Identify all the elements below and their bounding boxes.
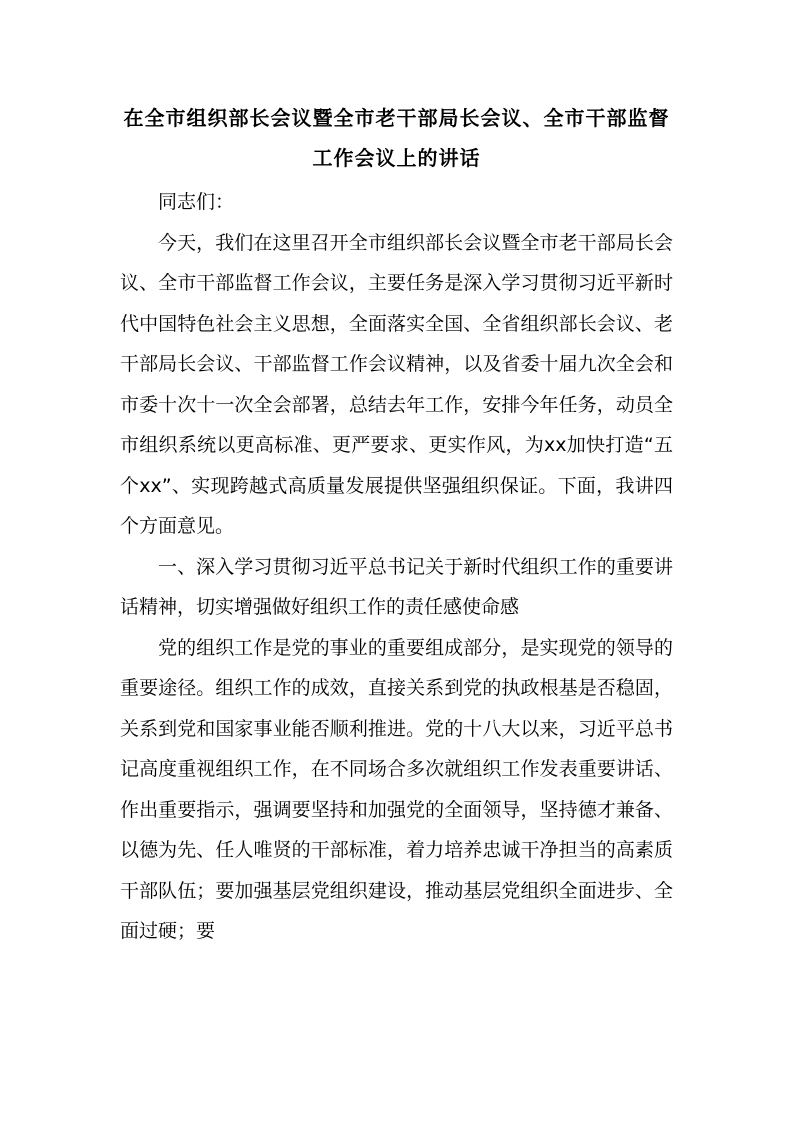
document-title-line2: 工作会议上的讲话 [312, 146, 481, 170]
paragraph-section-1: 党的组织工作是党的事业的重要组成部分，是实现党的领导的重要途径。组织工作的成效，直接关系到党的执政根基是否稳固，关系到党和国家事业能否顺利推进。党的十八大以来，习近平总书记高度重视组织工作，在不同场合多次就组织工作发表重要讲话、作出重要指示，强调要坚持和加强党的全面领导，坚持德才兼备、以德为先、任人唯贤的干部标准，着力培养忠诚干净担当的高素质干部队伍；要加强基层党组织建设，推动基层党组织全面进步、全面过硬；要 [120, 636, 673, 942]
paragraph-intro: 今天，我们在这里召开全市组织部长会议暨全市老干部局长会议、全市干部监督工作会议，主要任务是深入学习贯彻习近平新时代中国特色社会主义思想，全面落实全国、全省组织部长会议、老干部局长会议、干部监督工作会议精神，以及省委十届九次全会和市委十次十一次全会部署，总结去年工作，安排今年任务，动员全市组织系统以更高标准、更严要求、更实作风，为xx加快打造“五个xx”、实现跨越式高质量发展提供坚强组织保证。下面，我讲四个方面意见。 [120, 231, 673, 537]
section-heading-1: 一、深入学习贯彻习近平总书记关于新时代组织工作的重要讲话精神，切实增强做好组织工作的责任感使命感 [120, 555, 673, 618]
salutation: 同志们： [158, 191, 235, 213]
document-body [120, 182, 673, 952]
document-title-line1: 在全市组织部长会议暨全市老干部局长会议、全市干部监督 [123, 106, 670, 130]
